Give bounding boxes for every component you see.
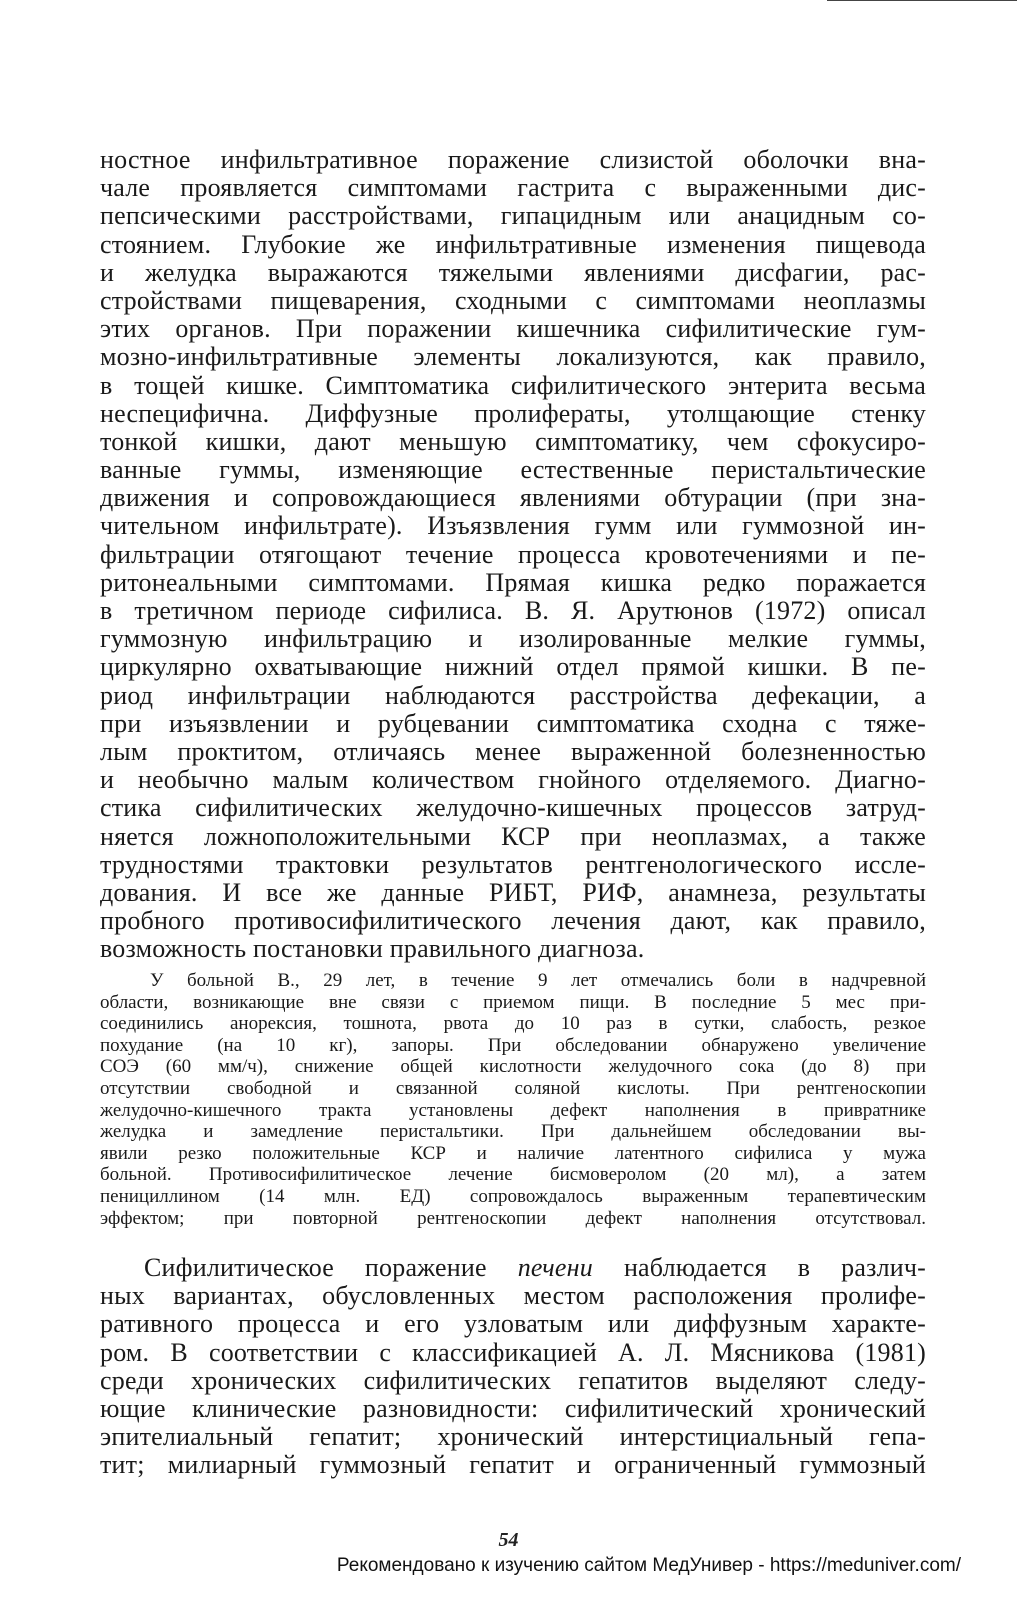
text-line — [100, 1254, 926, 1282]
emphasized-term: печени — [517, 1254, 593, 1282]
page-number: 54 — [498, 1529, 519, 1551]
text-line: ностное инфильтративное поражение слизистой оболочки вна- — [100, 146, 926, 174]
text-line: ванные гуммы, изменяющие естественные перистальтические — [100, 456, 926, 485]
text-line: чительном инфильтрате). Изъязвления гумм или гуммозной ин- — [100, 512, 926, 541]
text-line: в тощей кишке. Симптоматика сифилитического энтерита весьма — [100, 371, 926, 400]
text-line: тит; милиарный гуммозный гепатит и ограниченный гуммозный — [100, 1451, 926, 1480]
text-line: желудочно-кишечного тракта установлены дефект наполнения в привратнике — [100, 1099, 926, 1121]
text-line: циркулярно охватывающие нижний отдел прямой кишки. В пе- — [100, 653, 926, 682]
text-line: чале проявляется симптомами гастрита с выраженными дис- — [100, 174, 926, 203]
case-report-paragraph — [100, 970, 926, 1229]
text-line: движения и сопровождающиеся явлениями обтурации (при зна- — [100, 484, 926, 513]
text-line: гуммозную инфильтрацию и изолированные мелкие гуммы, — [100, 625, 926, 654]
text-line: при изъязвлении и рубцевании симптоматика сходна с тяже- — [100, 709, 926, 738]
text-segment: наблюдается в различ- — [623, 1254, 926, 1282]
text-line: области, возникающие вне связи с приемом пищи. В последние 5 мес при- — [100, 991, 926, 1013]
text-line: мозно-инфильтративные элементы локализуются, как правило, — [100, 343, 926, 372]
text-line: возможность постановки правильного диагноза. — [100, 935, 645, 964]
body-paragraph-2 — [100, 1254, 926, 1480]
text-line: эпителиальный гепатит; хронический интерстициальный гепа- — [100, 1423, 926, 1452]
page-edge-line — [827, 0, 1017, 5]
text-line: ющие клинические разновидности: сифилитический хронический — [100, 1394, 926, 1423]
text-line: отсутствии свободной и связанной соляной кислоты. При рентгеноскопии — [100, 1077, 926, 1099]
text-line: стройствами пищеварения, сходными с симптомами неоплазмы — [100, 286, 926, 315]
text-line: явили резко положительные КСР и наличие латентного сифилиса у мужа — [100, 1142, 926, 1164]
text-line: пенициллином (14 млн. ЕД) сопровождалось выраженным терапевтическим — [100, 1185, 926, 1207]
text-line: няется ложноположительными КСР при неоплазмах, а также — [100, 822, 926, 851]
text-line: стоянием. Глубокие же инфильтративные изменения пищевода — [100, 230, 926, 259]
footer-recommendation: Рекомендовано к изучению сайтом МедУнивер - https://meduniver.com/ — [336, 1555, 961, 1576]
text-line: неспецифична. Диффузные пролифераты, утолщающие стенку — [100, 399, 926, 428]
text-line: среди хронических сифилитических гепатитов выделяют следу- — [100, 1366, 926, 1395]
text-line: риод инфильтрации наблюдаются расстройства дефекации, а — [100, 681, 926, 710]
text-line: ритонеальными симптомами. Прямая кишка редко поражается — [100, 568, 926, 597]
text-line: пробного противосифилитического лечения дают, как правило, — [100, 907, 926, 936]
text-line: пепсическими расстройствами, гипацидным или анацидным со- — [100, 202, 926, 231]
text-line: и необычно малым количеством гнойного отделяемого. Диагно- — [100, 766, 926, 795]
text-line: ративного процесса и его узловатым или диффузным характе- — [100, 1310, 926, 1339]
text-line: фильтрации отягощают течение процесса кровотечениями и пе- — [100, 540, 926, 569]
text-line: эффектом; при повторной рентгеноскопии дефект наполнения отсутствовал. — [100, 1207, 926, 1229]
text-line: лым проктитом, отличаясь менее выраженной болезненностью — [100, 737, 926, 766]
text-line: ных вариантах, обусловленных местом расположения пролифе- — [100, 1282, 926, 1311]
text-line: тонкой кишки, дают меньшую симптоматику, чем сфокусиро- — [100, 427, 926, 456]
text-line: соединились анорексия, тошнота, рвота до 10 раз в сутки, слабость, резкое — [100, 1013, 926, 1035]
text-segment: Сифилитическое поражение — [144, 1254, 487, 1282]
text-line: желудка и замедление перистальтики. При дальнейшем обследовании вы- — [100, 1121, 926, 1143]
text-line: похудание (на 10 кг), запоры. При обследовании обнаружено увеличение — [100, 1034, 926, 1056]
text-line: СОЭ (60 мм/ч), снижение общей кислотности желудочного сока (до 8) при — [100, 1056, 926, 1078]
text-line: больной. Противосифилитическое лечение бисмоверолом (20 мл), а затем — [100, 1164, 926, 1186]
text-line: дования. И все же данные РИБТ, РИФ, анамнеза, результаты — [100, 878, 926, 907]
text-line: трудностями трактовки результатов рентгенологического иссле- — [100, 850, 926, 879]
text-line: этих органов. При поражении кишечника сифилитические гум- — [100, 315, 926, 344]
body-paragraph-1 — [100, 146, 926, 963]
text-line: стика сифилитических желудочно-кишечных процессов затруд- — [100, 794, 926, 823]
text-line: в третичном периоде сифилиса. В. Я. Арутюнов (1972) описал — [100, 597, 926, 625]
text-line: У больной В., 29 лет, в течение 9 лет отмечались боли в надчревной — [150, 970, 926, 991]
text-line: ром. В соответствии с классификацией А. Л. Мясникова (1981) — [100, 1338, 926, 1367]
text-line: и желудка выражаются тяжелыми явлениями дисфагии, рас- — [100, 258, 926, 287]
